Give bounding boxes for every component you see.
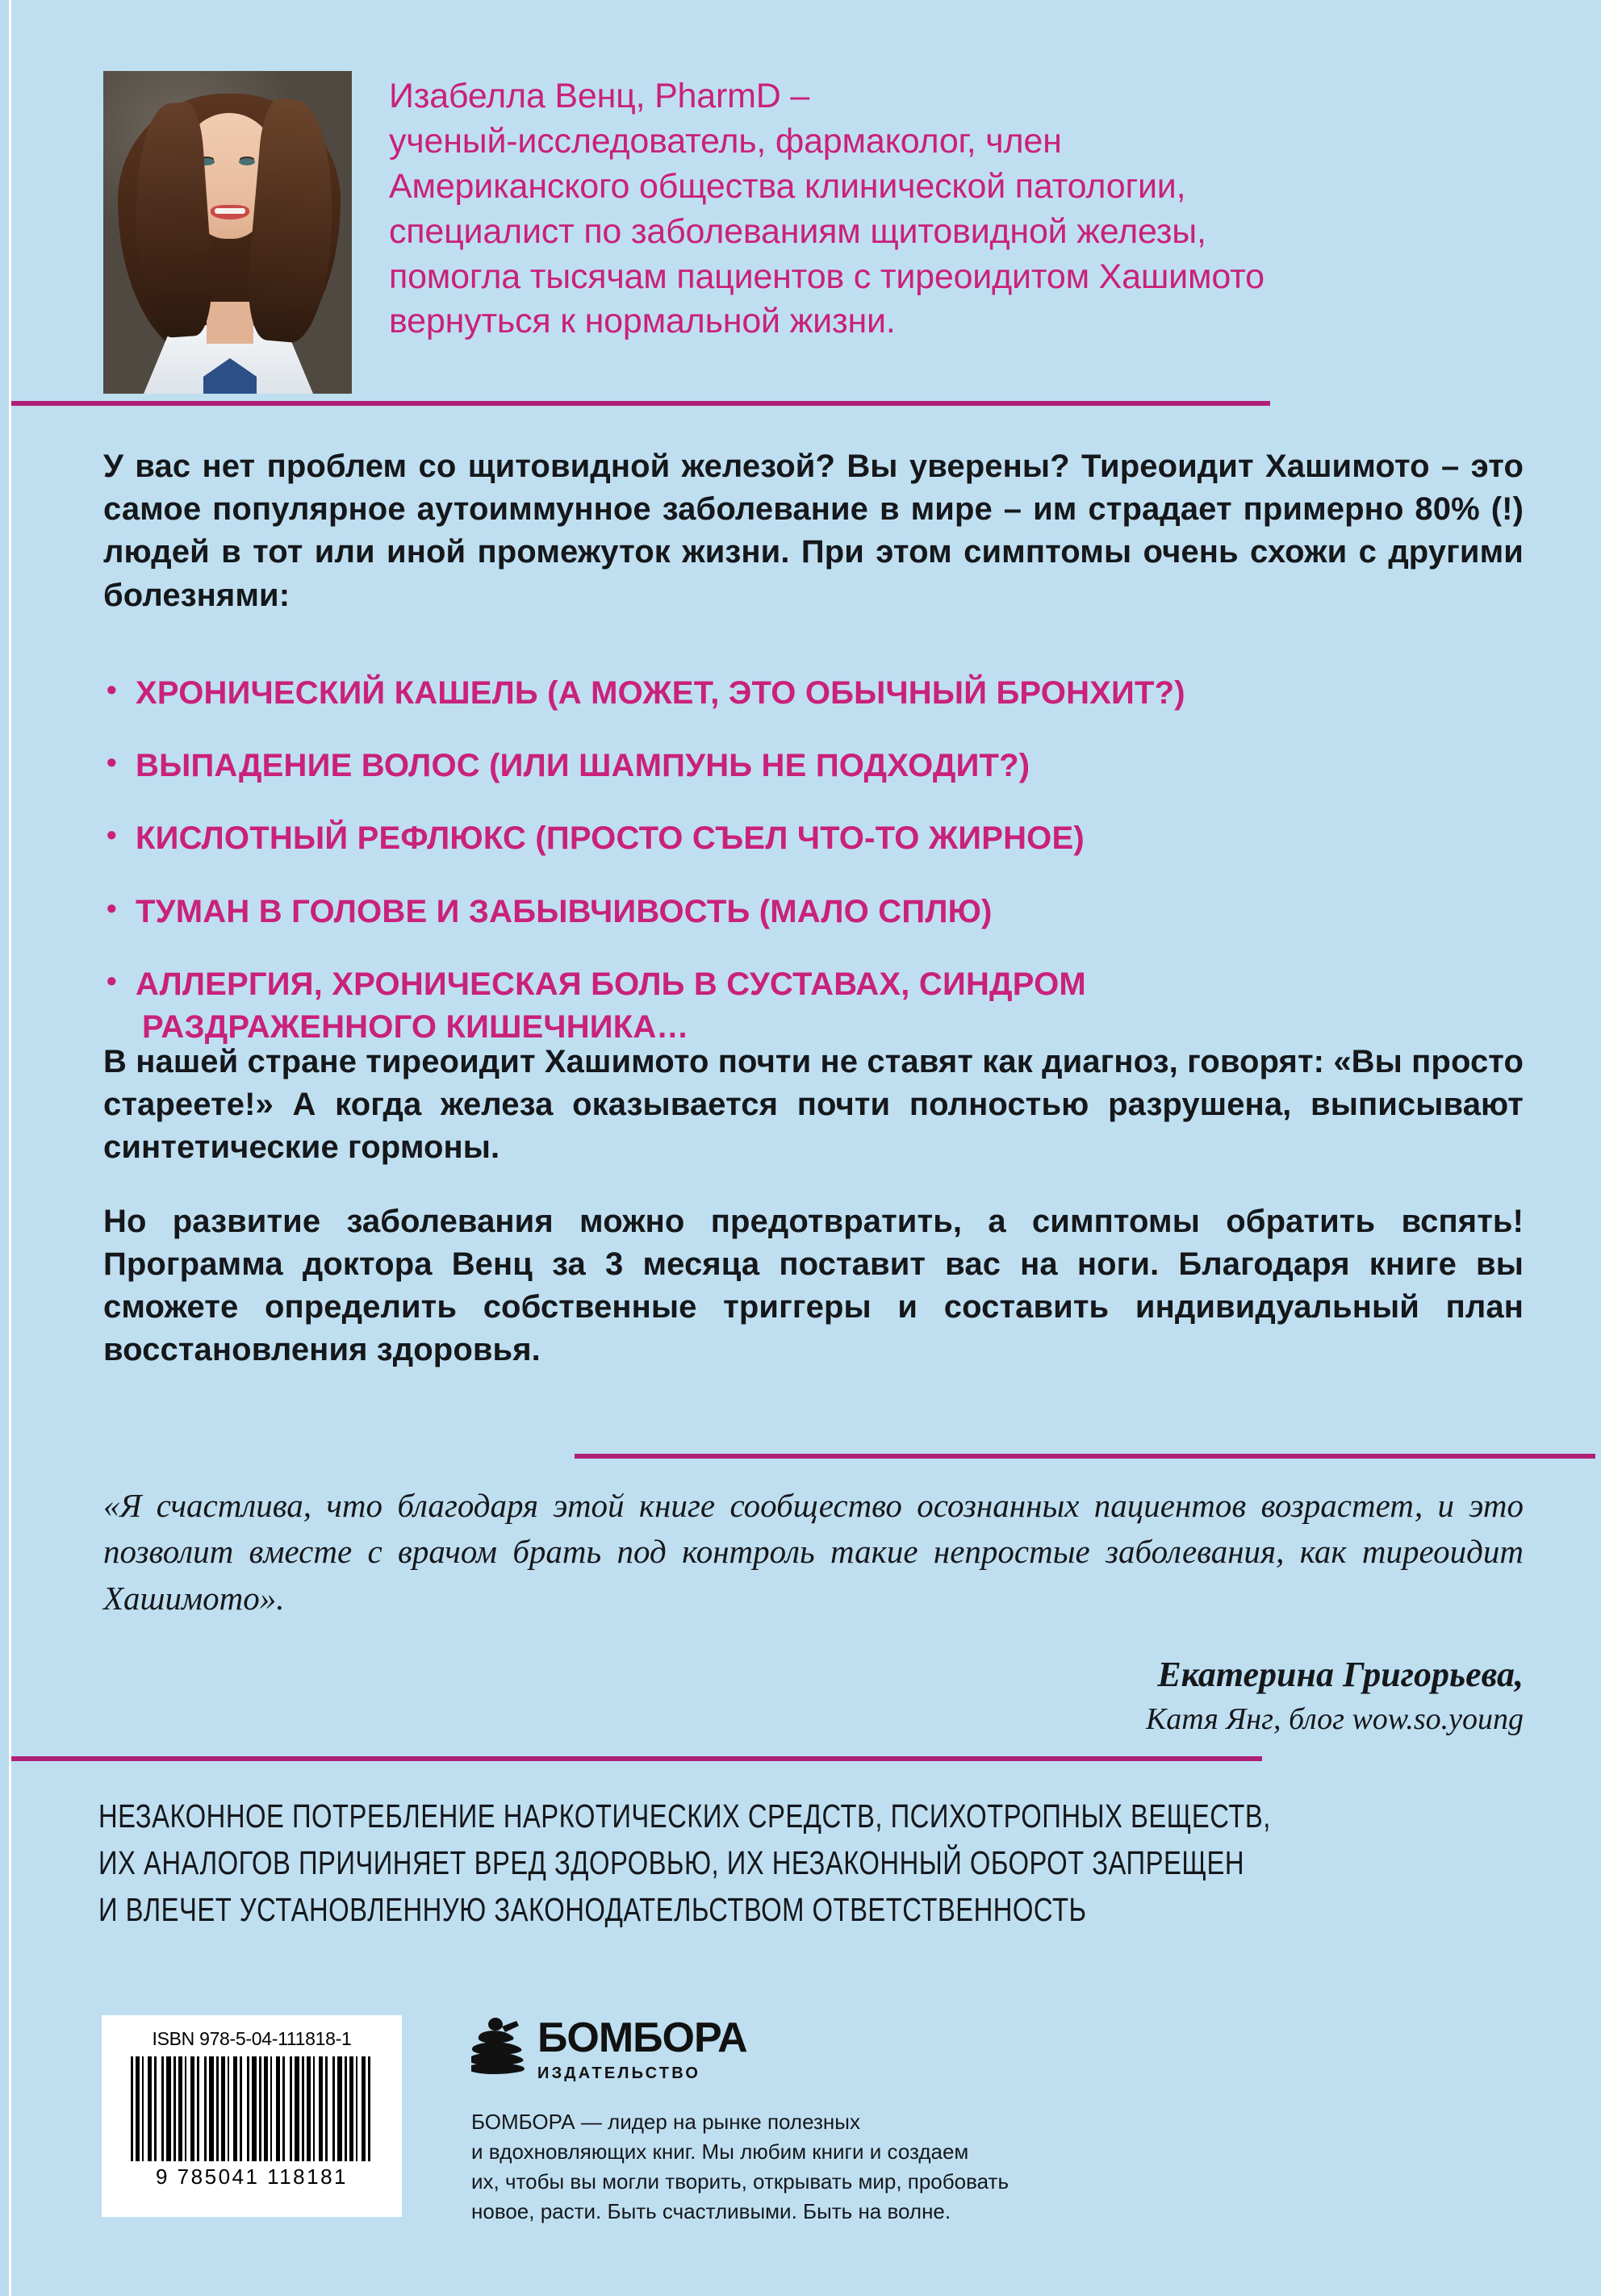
surfer-wave-icon: [471, 2015, 525, 2075]
legal-warning: [98, 1793, 1390, 1934]
symptom-text-continuation: РАЗДРАЖЕННОГО КИШЕЧНИКА…: [142, 1008, 689, 1045]
publisher-desc-line-1: БОМБОРА — лидер на рынке полезных: [471, 2110, 860, 2134]
cover-left-edge: [0, 0, 11, 2296]
list-item: [103, 820, 1556, 858]
body-paragraph-2: Но развитие заболевания можно предотвратить, а симптомы обратить вспять! Программа доктора Венц за 3 месяца поставит вас на ноги. Благодаря книге вы сможете определить собственные триггеры и составить индивидуальный план восстановления здоровья.: [103, 1203, 1524, 1368]
divider-rule-legal: [11, 1756, 1262, 1761]
author-header: [103, 71, 1524, 394]
legal-line-1: НЕЗАКОННОЕ ПОТРЕБЛЕНИЕ НАРКОТИЧЕСКИХ СРЕДСТВ, ПСИХОТРОПНЫХ ВЕЩЕСТВ,: [98, 1797, 1271, 1835]
body-paragraph-1: В нашей стране тиреоидит Хашимото почти не ставят как диагноз, говорят: «Вы просто стареете!» А когда железа оказывается почти полностью разрушена, выписывают синтетические гормоны.: [103, 1044, 1524, 1166]
barcode-icon: [131, 2056, 373, 2161]
barcode-panel: [102, 2015, 402, 2217]
publisher-block: [471, 2015, 1117, 2227]
publisher-description: [471, 2107, 1009, 2227]
isbn-text: ISBN 978-5-04-111818-1: [152, 2028, 352, 2049]
symptom-text: ТУМАН В ГОЛОВЕ И ЗАБЫВЧИВОСТЬ (МАЛО СПЛЮ): [136, 893, 993, 929]
quote-author-name: Екатерина Григорьева,: [1157, 1655, 1524, 1695]
legal-line-2: ИХ АНАЛОГОВ ПРИЧИНЯЕТ ВРЕД ЗДОРОВЬЮ, ИХ НЕЗАКОННЫЙ ОБОРОТ ЗАПРЕЩЕН: [98, 1844, 1245, 1882]
portrait-eye-right: [239, 158, 255, 165]
quote-attribution: [103, 1654, 1524, 1739]
legal-line-3: И ВЛЕЧЕТ УСТАНОВЛЕННУЮ ЗАКОНОДАТЕЛЬСТВОМ ОТВЕТСТВЕННОСТЬ: [98, 1891, 1087, 1929]
body-section: [103, 1041, 1524, 1371]
symptom-list: [103, 674, 1556, 1081]
list-item: [103, 966, 1556, 1046]
divider-rule-quote: [575, 1454, 1595, 1459]
publisher-logo: [471, 2015, 1117, 2083]
portrait-neck: [207, 302, 253, 344]
author-bio-line-4: специалист по заболеваниям щитовидной железы,: [389, 211, 1206, 251]
symptom-text: АЛЛЕРГИЯ, ХРОНИЧЕСКАЯ БОЛЬ В СУСТАВАХ, СИНДРОМ: [136, 966, 1086, 1002]
author-bio-text: [389, 71, 1264, 344]
quote-author-detail: Катя Янг, блог wow.so.young: [1145, 1701, 1524, 1736]
intro-section: [103, 445, 1524, 617]
intro-paragraph: У вас нет проблем со щитовидной железой? Вы уверены? Тиреоидит Хашимото – это самое популярное аутоиммунное заболевание в мире – им страдает примерно 80% (!) людей в тот или иной промежуток жизни. При этом симптомы очень схожи с другими болезнями:: [103, 449, 1524, 613]
testimonial-quote: [103, 1483, 1556, 1739]
publisher-wordmark: [537, 2015, 747, 2083]
portrait-mouth: [211, 205, 249, 219]
symptom-text: ВЫПАДЕНИЕ ВОЛОС (ИЛИ ШАМПУНЬ НЕ ПОДХОДИТ?): [136, 748, 1030, 784]
list-item: [103, 893, 1556, 931]
author-bio-line-2: ученый-исследователь, фармаколог, член: [389, 121, 1062, 161]
author-bio-line-5: помогла тысячам пациентов с тиреоидитом Хашимото: [389, 257, 1264, 296]
publisher-desc-line-4: новое, расти. Быть счастливыми. Быть на волне.: [471, 2198, 951, 2223]
author-portrait-photo: [103, 71, 352, 394]
publisher-name: БОМБОРА: [537, 2014, 747, 2061]
publisher-subtitle: ИЗДАТЕЛЬСТВО: [537, 2064, 701, 2082]
barcode-digits: 9 785041 118181: [156, 2165, 348, 2189]
divider-rule-top: [11, 401, 1270, 406]
symptom-text: ХРОНИЧЕСКИЙ КАШЕЛЬ (А МОЖЕТ, ЭТО ОБЫЧНЫЙ БРОНХИТ?): [136, 675, 1185, 711]
author-bio-line-6: вернуться к нормальной жизни.: [389, 302, 896, 341]
publisher-desc-line-2: и вдохновляющих книг. Мы любим книги и создаем: [471, 2139, 969, 2164]
author-bio-line-3: Американского общества клинической патологии,: [389, 166, 1186, 206]
publisher-desc-line-3: их, чтобы вы могли творить, открывать мир, пробовать: [471, 2169, 1009, 2194]
author-bio-line-1: Изабелла Венц, PharmD –: [389, 77, 810, 115]
list-item: [103, 747, 1556, 785]
list-item: [103, 674, 1556, 712]
quote-body: «Я счастлива, что благодаря этой книге сообщество осознанных пациентов возрастет, и это позволит вместе с врачом брать под контроль такие непростые заболевания, как тиреоидит Хашимото».: [103, 1487, 1524, 1617]
symptom-text: КИСЛОТНЫЙ РЕФЛЮКС (ПРОСТО СЪЕЛ ЧТО-ТО ЖИРНОЕ): [136, 820, 1085, 857]
